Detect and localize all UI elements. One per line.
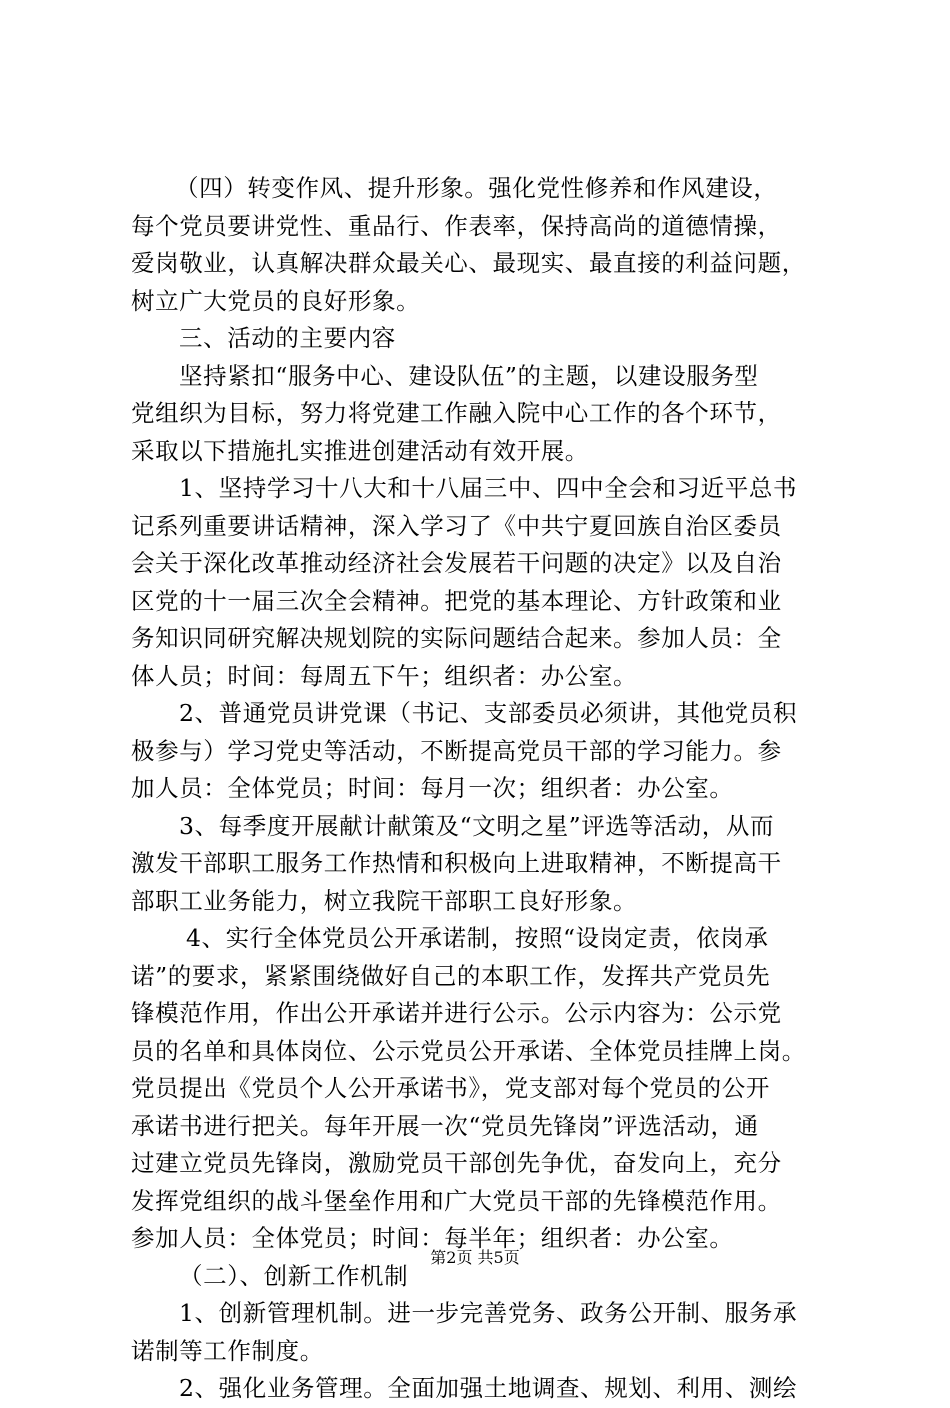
text-line: 加人员：全体党员；时间：每月一次；组织者：办公室。 [131, 774, 734, 802]
text-line: 极参与）学习党史等活动，不断提高党员干部的学习能力。参 [131, 736, 782, 765]
text-line: 锋模范作用，作出公开承诺并进行公示。公示内容为：公示党 [131, 999, 782, 1027]
text-line: 每个党员要讲党性、重品行、作表率，保持高尚的道德情操， [131, 211, 782, 240]
text-line: 发挥党组织的战斗堡垒作用和广大党员干部的先锋模范作用。 [131, 1186, 782, 1215]
text-line: 参加人员：全体党员；时间：每半年；组织者：办公室。 [131, 1224, 734, 1252]
text-line: 记系列重要讲话精神，深入学习了《中共宁夏回族自治区委员 [131, 511, 782, 540]
text-line: （四）转变作风、提升形象。强化党性修养和作风建设， [175, 174, 778, 202]
text-line: （二）、创新工作机制 [179, 1261, 409, 1290]
text-line: 部职工业务能力，树立我院干部职工良好形象。 [131, 886, 638, 915]
text-line: 党组织为目标，努力将党建工作融入院中心工作的各个环节， [131, 399, 782, 427]
document-body [131, 170, 831, 1408]
text-line: 激发干部职工服务工作热情和积极向上进取精神，不断提高干 [131, 849, 782, 877]
page-number-footer: 第2页 共5页 [430, 1248, 520, 1267]
text-line: 党员提出《党员个人公开承诺书》，党支部对每个党员的公开 [131, 1074, 770, 1102]
text-line: 2、强化业务管理。全面加强土地调查、规划、利用、测绘 [179, 1374, 798, 1402]
text-line: 员的名单和具体岗位、公示党员公开承诺、全体党员挂牌上岗。 [131, 1036, 806, 1065]
text-line: 树立广大党员的良好形象。 [131, 286, 421, 315]
text-line: 区党的十一届三次全会精神。把党的基本理论、方针政策和业 [131, 586, 782, 615]
text-line: 承诺书进行把关。每年开展一次“党员先锋岗”评选活动，通 [131, 1111, 759, 1140]
text-line: 诺”的要求，紧紧围绕做好自己的本职工作，发挥共产党员先 [131, 961, 771, 990]
text-line: 4、实行全体党员公开承诺制，按照“设岗定责，依岗承 [186, 924, 769, 952]
text-line: 三、活动的主要内容 [179, 324, 396, 352]
text-line: 过建立党员先锋岗，激励党员干部创先争优，奋发向上，充分 [131, 1149, 782, 1177]
text-line: 3、每季度开展献计献策及“文明之星”评选等活动，从而 [179, 811, 775, 840]
text-line: 采取以下措施扎实推进创建活动有效开展。 [131, 436, 589, 465]
text-line: 爱岗敬业，认真解决群众最关心、最现实、最直接的利益问题， [131, 249, 806, 277]
text-line: 务知识同研究解决规划院的实际问题结合起来。参加人员：全 [131, 624, 782, 652]
text-line: 坚持紧扣“服务中心、建设队伍”的主题，以建设服务型 [179, 361, 759, 390]
text-line: 体人员；时间：每周五下午；组织者：办公室。 [131, 661, 638, 690]
text-line: 诺制等工作制度。 [131, 1336, 324, 1365]
text-line: 1、坚持学习十八大和十八届三中、四中全会和习近平总书 [179, 474, 798, 502]
text-line: 会关于深化改革推动经济社会发展若干问题的决定》以及自治 [131, 549, 782, 577]
text-line: 1、创新管理机制。进一步完善党务、政务公开制、服务承 [179, 1299, 798, 1327]
text-line: 2、普通党员讲党课（书记、支部委员必须讲，其他党员积 [179, 699, 798, 727]
